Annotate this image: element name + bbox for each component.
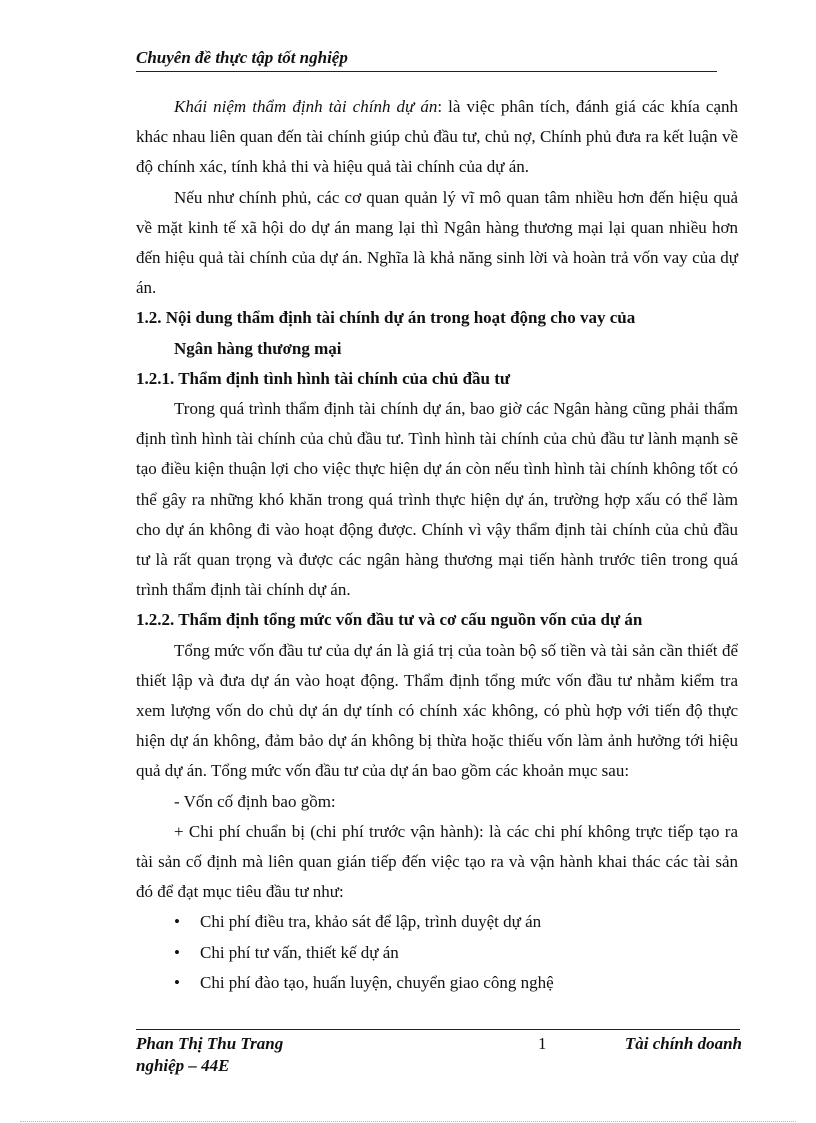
paragraph-investor-finance: Trong quá trình thẩm định tài chính dự án, bao giờ các Ngân hàng cũng phải thẩm định tình hình tài chính của chủ đầu tư. Tình hình tài chính của chủ đầu tư lành mạnh sẽ tạo điều kiện thuận lợi cho việc thực hiện dự án còn nếu tình hình tài chính không tốt có thể gây ra những khó khăn trong quá trình thực hiện dự án, trường hợp xấu có thể làm cho dự án không đi vào hoạt động được. Chính vì vậy thẩm định tài chính của chủ đầu tư là rất quan trọng và được các ngân hàng thương mại tiến hành trước tiên trong quá trình thẩm định tài chính dự án. bbox=[136, 399, 738, 600]
heading-1-2-line2: Ngân hàng thương mại bbox=[174, 338, 342, 358]
bullet-icon: • bbox=[174, 942, 180, 962]
list-item-text: Chi phí tư vấn, thiết kế dự án bbox=[200, 942, 399, 962]
fixed-capital-item: - Vốn cố định bao gồm: bbox=[174, 791, 336, 811]
document-body bbox=[136, 92, 738, 998]
heading-1-2 bbox=[136, 303, 738, 363]
definition-term: Khái niệm thẩm định tài chính dự án bbox=[174, 97, 438, 116]
list-item-text: Chi phí đào tạo, huấn luyện, chuyển giao công nghệ bbox=[200, 972, 554, 992]
paragraph-total-capital: Tổng mức vốn đầu tư của dự án là giá trị của toàn bộ số tiền và tài sản cần thiết để thiết lập và đưa dự án vào hoạt động. Thẩm định tổng mức vốn đầu tư nhằm kiểm tra xem lượng vốn do chủ dự án dự tính có chính xác không, có phù hợp với tiến độ thực hiện dự án không, đảm bảo dự án không bị thừa hoặc thiếu vốn làm ảnh hưởng tới hiệu quả dự án. Tổng mức vốn đầu tư của dự án bao gồm các khoản mục sau: bbox=[136, 640, 738, 781]
footer-author: Phan Thị Thu Trang bbox=[136, 1034, 284, 1053]
page-number: 1 bbox=[538, 1034, 547, 1053]
bullet-icon: • bbox=[174, 912, 180, 932]
footer-divider bbox=[136, 1029, 740, 1030]
page-header-title: Chuyên đề thực tập tốt nghiệp bbox=[136, 48, 348, 67]
page-bottom-border bbox=[20, 1121, 796, 1122]
footer-department-cont: nghiệp – 44E bbox=[136, 1056, 230, 1075]
paragraph-bank-focus: Nếu như chính phủ, các cơ quan quản lý vĩ mô quan tâm nhiều hơn đến hiệu quả về mặt kinh tế xã hội do dự án mang lại thì Ngân hàng thương mại lại quan nhiều hơn đến hiệu quả tài chính của dự án. Nghĩa là khả năng sinh lời và hoàn trả vốn vay của dự án. bbox=[136, 187, 738, 298]
heading-1-2-1: 1.2.1. Thẩm định tình hình tài chính của chủ đầu tư bbox=[136, 368, 511, 388]
cost-bullet-list bbox=[136, 907, 738, 998]
bullet-icon: • bbox=[174, 972, 180, 992]
paragraph-preparation-costs: + Chi phí chuẩn bị (chi phí trước vận hành): là các chi phí không trực tiếp tạo ra tài sản cố định mà liên quan gián tiếp đến việc tạo ra và vận hành khai thác các tài sản đó để đạt mục tiêu đầu tư như: bbox=[136, 821, 738, 902]
paragraph-definition bbox=[136, 92, 738, 183]
list-item bbox=[136, 907, 738, 937]
heading-1-2-line1: 1.2. Nội dung thẩm định tài chính dự án trong hoạt động cho vay của bbox=[136, 308, 636, 328]
header-divider bbox=[136, 71, 717, 72]
list-item-text: Chi phí điều tra, khảo sát để lập, trình duyệt dự án bbox=[200, 912, 542, 932]
definition-text: : là việc phân tích, đánh giá các khía cạnh khác nhau liên quan đến tài chính giúp chủ đầu tư, chủ nợ, Chính phủ đưa ra kết luận về độ chính xác, tính khả thi và hiệu quả tài chính của dự án. bbox=[136, 97, 738, 177]
list-item bbox=[136, 938, 738, 968]
footer-department: Tài chính doanh bbox=[624, 1034, 742, 1053]
heading-1-2-2: 1.2.2. Thẩm định tổng mức vốn đầu tư và cơ cấu nguồn vốn của dự án bbox=[136, 610, 643, 630]
list-item bbox=[136, 968, 738, 998]
